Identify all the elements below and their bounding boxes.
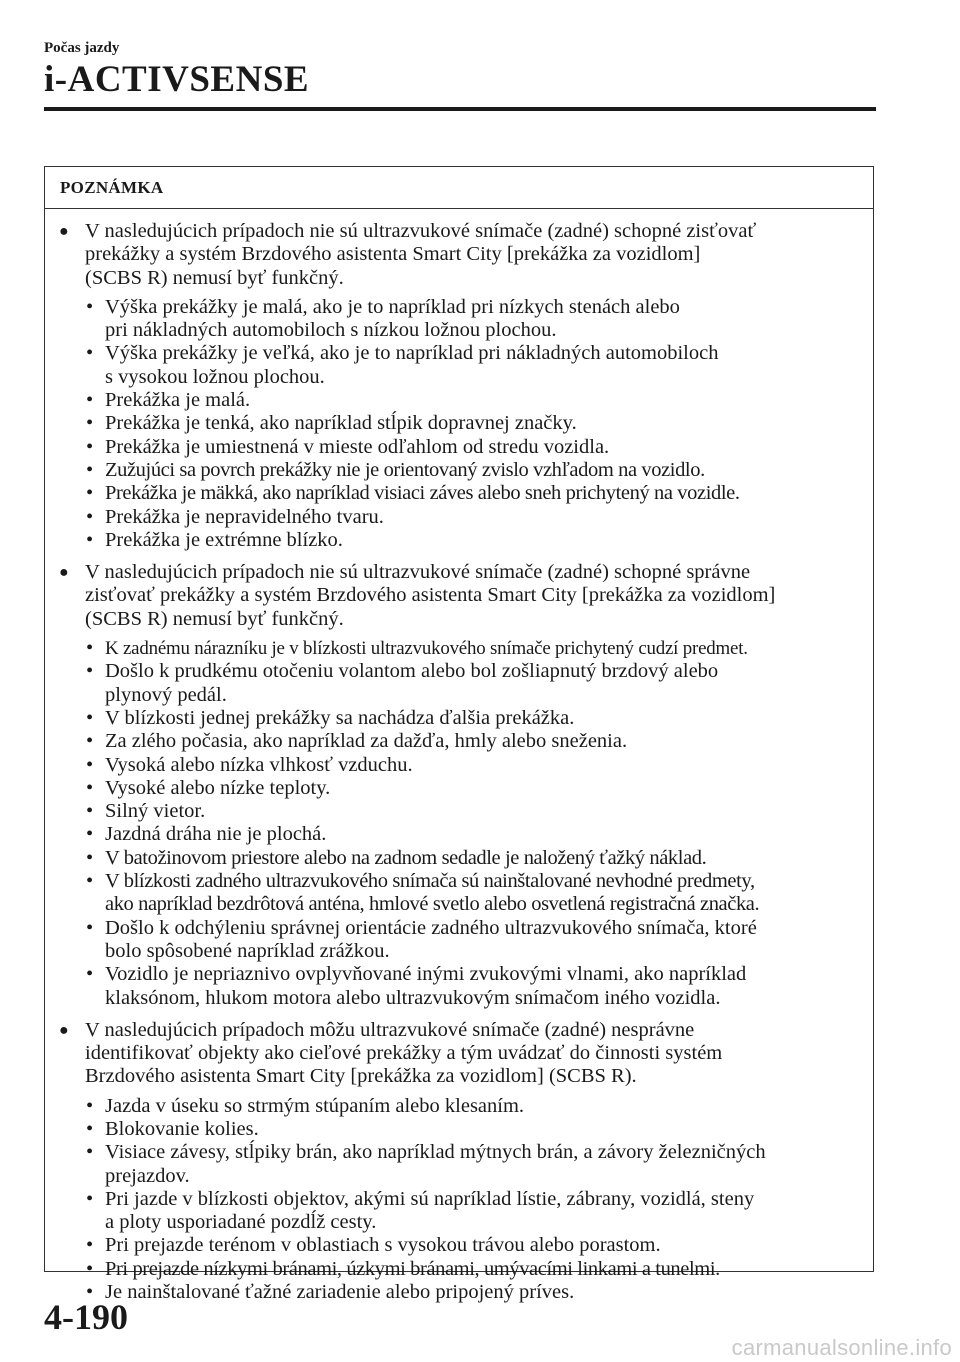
dot-bullet-icon: • — [86, 776, 94, 799]
dot-bullet-icon: • — [86, 916, 94, 939]
list-item: • Prekážka je umiestnená v mieste odľahlom od stredu vozidla. — [86, 435, 610, 458]
section-label: Počas jazdy — [44, 40, 120, 56]
list-item: • Vysoká alebo nízka vlhkosť vzduchu. — [86, 753, 413, 776]
list-item: • Vysoké alebo nízke teploty. — [86, 776, 331, 799]
list-item: • K zadnému nárazníku je v blízkosti ultrazvukového snímače prichytený cudzí predmet. — [86, 637, 748, 660]
dot-bullet-icon: • — [86, 295, 94, 318]
group-text: V nasledujúcich prípadoch nie sú ultrazvukové snímače (zadné) schopné správne zisťovať prekážky a systém Brzdového asistenta Smart City [prekážka za vozidlom] (SCBS R) nemusí byť funkčný. — [85, 561, 776, 630]
list-item: • V batožinovom priestore alebo na zadnom sedadle je naložený ťažký náklad. — [86, 846, 707, 869]
dot-bullet-icon: • — [86, 870, 94, 893]
dot-bullet-icon: • — [86, 1187, 94, 1210]
dot-bullet-icon: • — [86, 846, 94, 869]
list-item: • Výška prekážky je malá, ako je to napríklad pri nízkych stenách alebo pri nákladných automobiloch s nízkou ložnou plochou. — [86, 295, 680, 342]
dot-bullet-icon: • — [86, 1094, 94, 1117]
circle-bullet-icon: ● — [59, 223, 69, 240]
list-item: • Prekážka je mäkká, ako napríklad visiaci záves alebo sneh prichytený na vozidle. — [86, 482, 740, 505]
list-item: • Silný vietor. — [86, 800, 206, 823]
dot-bullet-icon: • — [86, 730, 94, 753]
list-item: • Jazda v úseku so strmým stúpaním alebo klesaním. — [86, 1094, 525, 1117]
list-item: • Pri prejazde terénom v oblastiach s vysokou trávou alebo porastom. — [86, 1234, 661, 1257]
dot-bullet-icon: • — [86, 505, 94, 528]
list-item: • Zužujúci sa povrch prekážky nie je orientovaný zvislo vzhľadom na vozidlo. — [86, 458, 705, 481]
list-item: • Blokovanie kolies. — [86, 1117, 259, 1140]
note-box — [44, 166, 874, 1304]
note-group — [59, 220, 865, 552]
dot-bullet-icon: • — [86, 389, 94, 412]
dot-bullet-icon: • — [86, 800, 94, 823]
list-item: • Jazdná dráha nie je plochá. — [86, 823, 327, 846]
list-item: • Došlo k prudkému otočeniu volantom alebo bol zošliapnutý brzdový alebo plynový pedál. — [86, 660, 719, 706]
dot-bullet-icon: • — [86, 823, 94, 846]
list-item: • Pri prejazde nízkymi bránami, úzkymi bránami, umývacími linkami a tunelmi. — [86, 1257, 720, 1280]
note-title: POZNÁMKA — [45, 167, 873, 209]
chapter-title: i-ACTIVSENSE — [44, 59, 310, 100]
list-item: • Vozidlo je nepriaznivo ovplyvňované inými zvukovými vlnami, ako napríklad klaksónom, hlukom motora alebo ultrazvukovým snímačom iného vozidla. — [86, 963, 747, 1009]
list-item: • V blízkosti zadného ultrazvukového snímača sú nainštalované nevhodné predmety, ako napríklad bezdrôtová anténa, hmlové svetlo alebo osvetlená registračná značka. — [86, 870, 760, 916]
group-text: V nasledujúcich prípadoch môžu ultrazvukové snímače (zadné) nesprávne identifikovať objekty ako cieľové prekážky a tým uvádzať do činnosti systém Brzdového asistenta Smart City [prekážka za vozidlom] (SCBS R). — [85, 1018, 723, 1088]
note-group — [59, 561, 865, 1010]
sub-list — [59, 1095, 865, 1305]
list-item: • Došlo k odchýleniu správnej orientácie zadného ultrazvukového snímača, ktoré bolo spôsobené napríklad zrážkou. — [86, 916, 757, 962]
dot-bullet-icon: • — [86, 637, 94, 660]
watermark: carmanualsonline.info — [731, 1335, 952, 1360]
dot-bullet-icon: • — [86, 482, 94, 505]
list-item: • Prekážka je extrémne blízko. — [86, 528, 343, 551]
dot-bullet-icon: • — [86, 753, 94, 776]
dot-bullet-icon: • — [86, 412, 94, 435]
list-item: • V blízkosti jednej prekážky sa nachádza ďalšia prekážka. — [86, 706, 575, 729]
circle-bullet-icon: ● — [59, 1021, 69, 1039]
dot-bullet-icon: • — [86, 1257, 94, 1280]
list-item: • Prekážka je malá. — [86, 389, 251, 412]
dot-bullet-icon: • — [86, 963, 94, 986]
sub-list — [59, 296, 865, 552]
dot-bullet-icon: • — [86, 1234, 94, 1257]
sub-list — [59, 637, 865, 1010]
title-rule — [44, 107, 876, 111]
circle-bullet-icon: ● — [59, 564, 69, 582]
page-number: 4-190 — [44, 1297, 128, 1337]
list-item: • Je nainštalované ťažné zariadenie alebo pripojený príves. — [86, 1281, 575, 1304]
dot-bullet-icon: • — [86, 458, 94, 481]
dot-bullet-icon: • — [86, 1141, 94, 1164]
dot-bullet-icon: • — [86, 528, 94, 551]
dot-bullet-icon: • — [86, 660, 94, 683]
dot-bullet-icon: • — [86, 342, 94, 365]
dot-bullet-icon: • — [86, 706, 94, 729]
list-item: • Výška prekážky je veľká, ako je to napríklad pri nákladných automobiloch s vysokou ložnou plochou. — [86, 342, 719, 388]
list-item: • Za zlého počasia, ako napríklad za dažďa, hmly alebo sneženia. — [86, 730, 628, 753]
dot-bullet-icon: • — [86, 1117, 94, 1140]
dot-bullet-icon: • — [86, 1281, 94, 1304]
group-text: V nasledujúcich prípadoch nie sú ultrazvukové snímače (zadné) schopné zisťovať prekážky a systém Brzdového asistenta Smart City [prekážka za vozidlom] (SCBS R) nemusí byť funkčný. — [85, 220, 757, 289]
list-item: • Prekážka je nepravidelného tvaru. — [86, 505, 384, 528]
note-group — [59, 1019, 865, 1305]
list-item: • Pri jazde v blízkosti objektov, akými sú napríklad lístie, zábrany, vozidlá, steny a ploty usporiadané pozdĺž cesty. — [86, 1187, 755, 1234]
dot-bullet-icon: • — [86, 435, 94, 458]
list-item: • Prekážka je tenká, ako napríklad stĺpik dopravnej značky. — [86, 412, 577, 435]
list-item: • Visiace závesy, stĺpiky brán, ako napríklad mýtnych brán, a závory železničných prejazdov. — [86, 1141, 766, 1187]
note-body — [45, 209, 873, 1304]
